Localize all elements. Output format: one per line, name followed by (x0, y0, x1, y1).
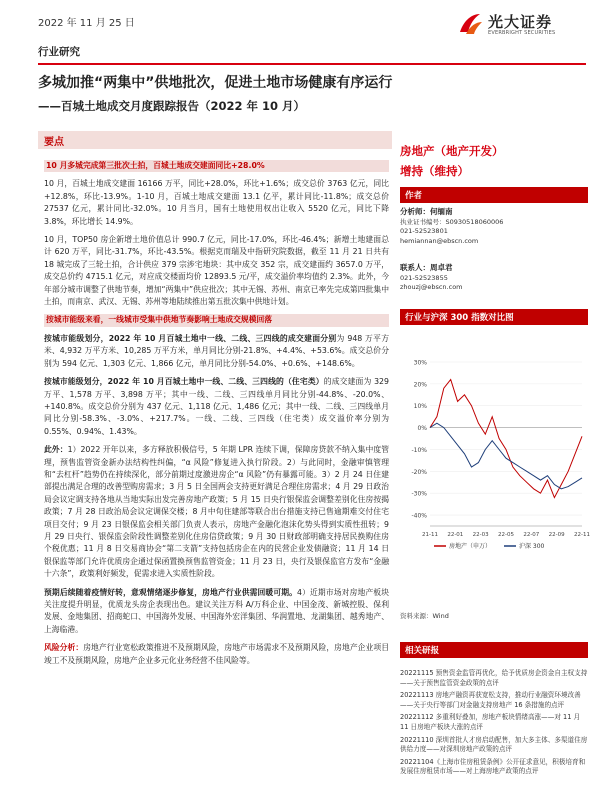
chart-x-tick-label: 22-01 (447, 532, 464, 538)
paragraph-residential-rest: 的成交建面为 329 万平、1,578 万平、3,898 万平；其中一线、二线、三四线单月同比分别-44.8%、-20.0%、+140.8%。成交总价分别为 437 亿元、1,118 亿元、1,486 亿元；其中一线、二线、三四线单月同比分别-58.3%、-3.0%、+217.7%。一线、二线、三四线（住宅类）成交溢价率分别为 0.55%、0.94%、1.43%。 (44, 377, 389, 436)
chart-header-label: 行业与沪深 300 指数对比图 (405, 313, 514, 323)
related-header-label: 相关研报 (405, 646, 440, 656)
paragraph-policy (44, 444, 389, 580)
chart-y-tick-label: -10% (411, 446, 427, 454)
logo-text-en: EVERBRIGHT SECURITIES (488, 30, 556, 36)
related-report-item[interactable]: 20221113 房地产融资再获宽松支持，推动行业融资环境改善——关于央行等部门对金融支持房地产 16 条措施的点评 (400, 691, 581, 709)
contact-name: 联系人：周卓君 (400, 263, 453, 272)
paragraph-residential-lead: 按城市能级划分，2022 年 10 月百城土地中一线、二线、三四线的（住宅类） (44, 377, 324, 387)
report-title: 多城加推“两集中”供地批次，促进土地市场健康有序运行 (38, 75, 393, 91)
chart-y-tick-label: 10% (413, 403, 427, 411)
paragraph-top50: 10 月，TOP50 房企新增土地价值总计 990.7 亿元，同比-17.0%，环比-46.4%；新增土地建面总计 620 万平，同比-31.7%，环比-43.5%。根据克而瑞及中指研究院数据，截至 11 月 21 日共有 18 城完成了三轮土拍，合计供应 379 宗涉宅地块：其中成交 352 宗，成交建面约 3657.0 万平，成交总价约 4715.1 亿元，对应成交楼面均价 12893.5 元/平，成交溢价率均值约 2.3%。此外，今年部分城市调整了供地节奏，增加“两集中”供应批次；其中无锡、苏州、南京已率先完成第四批集中土拍，而南京、武汉、无锡、苏州等地陆续推出第五批次集中供地计划。 (44, 235, 389, 307)
chart-y-tick-label: 0% (417, 425, 427, 433)
chart-x-tick-label: 21-11 (422, 532, 438, 538)
paragraph-city-tier (44, 333, 389, 370)
chart-x-tick-label: 22-07 (523, 532, 540, 538)
related-reports (400, 669, 588, 780)
paragraph-outlook (44, 587, 389, 637)
analyst-name: 分析师：何缅南 (400, 207, 453, 216)
analyst-license: 执业证书编号：S0930518060006 (400, 217, 504, 226)
report-category: 行业研究 (38, 46, 80, 58)
related-report-item[interactable]: 20221115 预售资金监管再优化，给予优质房企资金自主权支持——关于预售监管资金政策的点评 (400, 669, 588, 687)
contact-email[interactable]: zhouzj@ebscn.com (400, 283, 463, 291)
chart-y-tick-label: -30% (411, 490, 427, 498)
contact-block (400, 263, 463, 293)
related-report-item[interactable]: 20221110 深圳首批人才房启动配售，加大多主体、多渠道住房供给力度——对深圳房地产政策的点评 (400, 735, 588, 754)
chart-legend-label: 沪深 300 (519, 543, 545, 550)
paragraph-policy-rest: 1）2022 开年以来，多方释放积极信号，5 年期 LPR 连续下调，保障房贷款不纳入集中度管理，预售监管资金新办法结构性纠偏，“α 风险”修复进入执行阶段。2）与此同时，金融审慎管理和“去杠杆”趋势仍在持续深化，部分前期过度激进房企“α 风险”仍有暴露可能。3）2 月 24 日住建部提出满足合理的改善型购房需求；3 月 5 日全国两会支持更好满足合理住房需求；4 月 29 日政治局会议定调支持各地从当地实际出发完善房地产政策；5 月 15 日央行银保监会调整差别化住房按揭政策；7 月 28 日政治局会议定调保交楼；8 月中旬住建部等联合出台措施支持已售逾期难交付住宅项目交付；9 月 23 日银保监会相关部门负责人表示，房地产金融化泡沫化势头得到实质性扭转；9 月 29 日央行、银保监会阶段性调整差别化住房信贷政策；9 月 30 日财政部明确支持居民换购住房个税优惠；11 月 8 日交易商协会“第二支箭”支持包括房企在内的民营企业发债融资；11 月 14 日银保监等部门允许优质房企通过保函置换预售监管资金；11 月 23 日，央行及银保监官方发布“金融十六条”，政策利好频发，促需求进入实质性阶段。 (44, 445, 390, 579)
risk-label: 风险分析： (44, 643, 84, 653)
paragraph-city-tier-lead: 按城市能级划分，2022 年 10 月百城土地中一线、二线、三四线的成交建面分别 (44, 333, 337, 343)
related-report-item[interactable]: 20221104《上海市住房租赁条例》公开征求意见，积极培育和发展住房租赁市场——对上海房地产政策的点评 (400, 757, 586, 776)
keypoints-tab (38, 131, 392, 149)
analyst-block (400, 207, 503, 246)
authors-header-label: 作者 (405, 191, 423, 201)
rating-value: 增持（维持） (400, 164, 469, 178)
chart-x-tick-label: 22-11 (574, 532, 590, 538)
chart-y-tick-label: 30% (413, 359, 427, 367)
authors-header (400, 187, 588, 203)
report-date: 2022 年 11 月 25 日 (38, 18, 135, 29)
chart-y-tick-label: -40% (411, 512, 427, 520)
paragraph-outlook-rest: 4）近期市场对房地产板块关注度提升明显，优质龙头房企表现出色。建议关注万科 A/万科企业、中国金茂、新城控股、保利发展、金地集团、招商蛇口、中国海外发展、中国海外宏洋集团、华润置地、龙湖集团、越秀地产、上海临港。 (44, 587, 389, 634)
chart-y-tick-label: 20% (413, 381, 427, 389)
chart-legend-label: 房地产（申万） (449, 543, 492, 550)
keypoints-body (44, 160, 389, 673)
analyst-email[interactable]: hemiannan@ebscn.com (400, 236, 479, 245)
paragraph-outlook-lead: 预期后续随着疫情好转，意观情绪逐步修复，房地产行业供需回暖可期。 (44, 587, 298, 597)
keypoints-headline-2: 按城市能级来看，一线城市受集中供地节奏影响土地成交规模回落 (44, 314, 389, 326)
broker-logo (456, 10, 586, 40)
chart-series-line (430, 423, 582, 489)
chart-svg (400, 348, 588, 558)
paragraph-residential (44, 376, 389, 438)
chart-source: 资料来源：Wind (400, 612, 449, 620)
rating-sector: 房地产（地产开发） (400, 144, 504, 158)
chart-x-tick-label: 22-09 (548, 532, 565, 538)
related-report-item[interactable]: 20221112 多重利好叠加，房地产板块情绪高涨——对 11 月 11 日房地产板块大涨的点评 (400, 713, 581, 731)
paragraph-policy-lead: 此外： (44, 445, 68, 455)
index-comparison-chart (400, 348, 588, 558)
logo-mark-icon (456, 10, 484, 38)
related-header (400, 642, 588, 658)
chart-y-tick-label: -20% (411, 468, 427, 476)
chart-header (400, 309, 588, 325)
paragraph-land-volume: 10 月，百城土地成交建面 16166 万平，同比+28.0%，环比+1.6%；成交总价 3763 亿元，同比+12.8%，环比-13.9%。1-10 月，百城土地成交建面 13.1 亿平，累计同比-11.8%；成交总价 27537 亿元，累计同比-32.0%。10 月当月，国有土地使用权出让收入 5520 亿元，同比下降 3.8%，环比增长 14.9%。 (44, 179, 389, 226)
keypoints-tab-label: 要点 (44, 137, 64, 148)
chart-x-tick-label: 22-03 (472, 532, 489, 538)
report-subtitle: ——百城土地成交月度跟踪报告（2022 年 10 月） (38, 99, 306, 113)
paragraph-city-tier-rest: 为 948 万平方米、4,932 万平方米、10,285 万平方米，单月同比分别-21.8%、+4.4%、+53.6%。成交总价分别为 594 亿元、1,303 亿元、1,866 亿元，单月同比分别-54.0%、+0.6%、+148.6%。 (44, 333, 389, 368)
risk-text: 房地产行业宽松政策推进不及预期风险，房地产市场需求不及预期风险，房地产企业项目竣工不及预期风险，房地产企业多元化业务经营不佳风险等。 (44, 643, 390, 665)
analyst-phone: 021-52523801 (400, 227, 448, 235)
logo-text-cn: 光大证券 (488, 13, 553, 31)
header-divider (38, 63, 586, 65)
paragraph-risk (44, 642, 389, 667)
chart-x-tick-label: 22-05 (498, 532, 514, 538)
keypoints-headline: 10 月多城完成第三批次土拍，百城土地成交建面同比+28.0% (44, 160, 389, 172)
contact-phone: 021-52523855 (400, 273, 448, 282)
